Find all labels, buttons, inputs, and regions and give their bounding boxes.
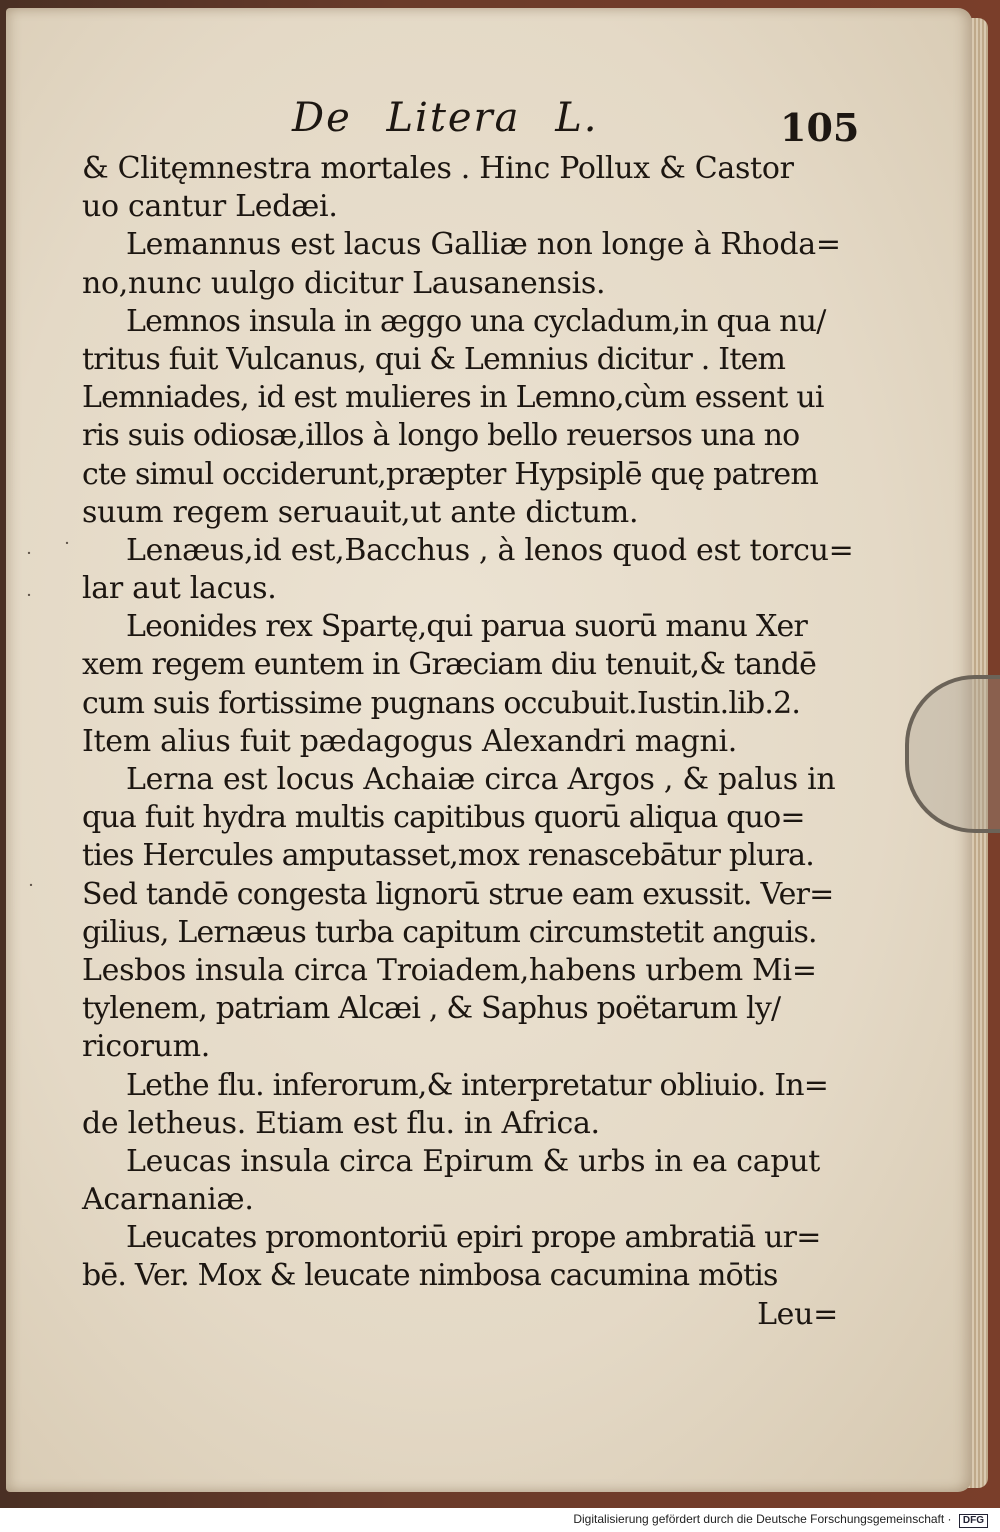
running-head-title: De Litera L. bbox=[292, 95, 599, 141]
text-line: tylenem, patriam Alcæi , & Saphus poëtarum ly/ bbox=[82, 991, 781, 1027]
text-line: cte simul occiderunt,præpter Hypsiplē quę patrem bbox=[82, 456, 818, 492]
margin-mark: ˙ bbox=[62, 538, 72, 562]
text-line: de letheus. Etiam est flu. in Africa. bbox=[82, 1105, 600, 1141]
text-line: Lenæus,id est,Bacchus , à lenos quod est torcu= bbox=[126, 532, 854, 568]
text-line: cum suis fortissime pugnans occubuit.Iustin.lib.2. bbox=[82, 685, 801, 721]
text-line: & Clitęmnestra mortales . Hinc Pollux & Castor bbox=[82, 151, 794, 186]
text-line: Item alius fuit pædagogus Alexandri magni. bbox=[82, 723, 738, 759]
text-line: ricorum. bbox=[82, 1029, 211, 1065]
text-line: qua fuit hydra multis capitibus quorū aliqua quo= bbox=[82, 800, 805, 836]
running-head bbox=[0, 95, 1000, 155]
text-line: Lemniades, id est mulieres in Lemno,cùm essent ui bbox=[82, 380, 824, 416]
text-line: Leucas insula circa Epirum & urbs in ea caput bbox=[126, 1143, 821, 1179]
margin-mark: ˙ bbox=[24, 548, 34, 572]
text-line: Acarnaniæ. bbox=[82, 1182, 254, 1218]
text-line: Lerna est locus Achaiæ circa Argos , & palus in bbox=[126, 762, 836, 797]
text-line: Leonides rex Spartę,qui parua suorū manu Xer bbox=[126, 609, 807, 645]
text-line: Lesbos insula circa Troiadem,habens urbem Mi= bbox=[82, 952, 817, 988]
text-line: Leucates promontoriū epiri prope ambratiā ur= bbox=[126, 1220, 821, 1256]
text-line: lar aut lacus. bbox=[82, 571, 277, 607]
footer-credit-text: Digitalisierung gefördert durch die Deutsche Forschungsgemeinschaft · bbox=[573, 1512, 952, 1526]
text-line: bē. Ver. Mox & leucate nimbosa cacumina mōtis bbox=[82, 1258, 778, 1294]
text-line: ties Hercules amputasset,mox renascebātur plura. bbox=[82, 838, 814, 874]
text-line: gilius, Lernæus turba capitum circumstetit anguis. bbox=[82, 914, 817, 950]
text-line: xem regem euntem in Græciam diu tenuit,& tandē bbox=[82, 647, 817, 683]
footer-credit bbox=[573, 1512, 988, 1528]
margin-mark: ˙ bbox=[26, 880, 36, 904]
text-line: uo cantur Ledæi. bbox=[82, 189, 338, 225]
text-line: Lemannus est lacus Galliæ non longe à Rhoda= bbox=[126, 227, 841, 263]
text-line: tritus fuit Vulcanus, qui & Lemnius dicitur . Item bbox=[82, 341, 786, 377]
digitization-footer bbox=[0, 1508, 1000, 1532]
text-line: suum regem seruauit,ut ante dictum. bbox=[82, 494, 639, 530]
margin-mark: ˙ bbox=[24, 590, 34, 614]
body-text bbox=[82, 150, 852, 1334]
catchword: Leu= bbox=[757, 1296, 838, 1332]
text-line: ris suis odiosæ,illos à longo bello reuersos una no bbox=[82, 418, 800, 454]
text-line: no,nunc uulgo dicitur Lausanensis. bbox=[82, 265, 606, 301]
text-line: Lethe flu. inferorum,& interpretatur obliuio. In= bbox=[126, 1067, 829, 1103]
text-line: Sed tandē congesta lignorū strue eam exussit. Ver= bbox=[82, 876, 834, 912]
dfg-logo: DFG bbox=[959, 1514, 988, 1528]
page-number: 105 bbox=[780, 105, 860, 150]
text-line: Lemnos insula in æggo una cycladum,in qua nu/ bbox=[126, 303, 826, 339]
